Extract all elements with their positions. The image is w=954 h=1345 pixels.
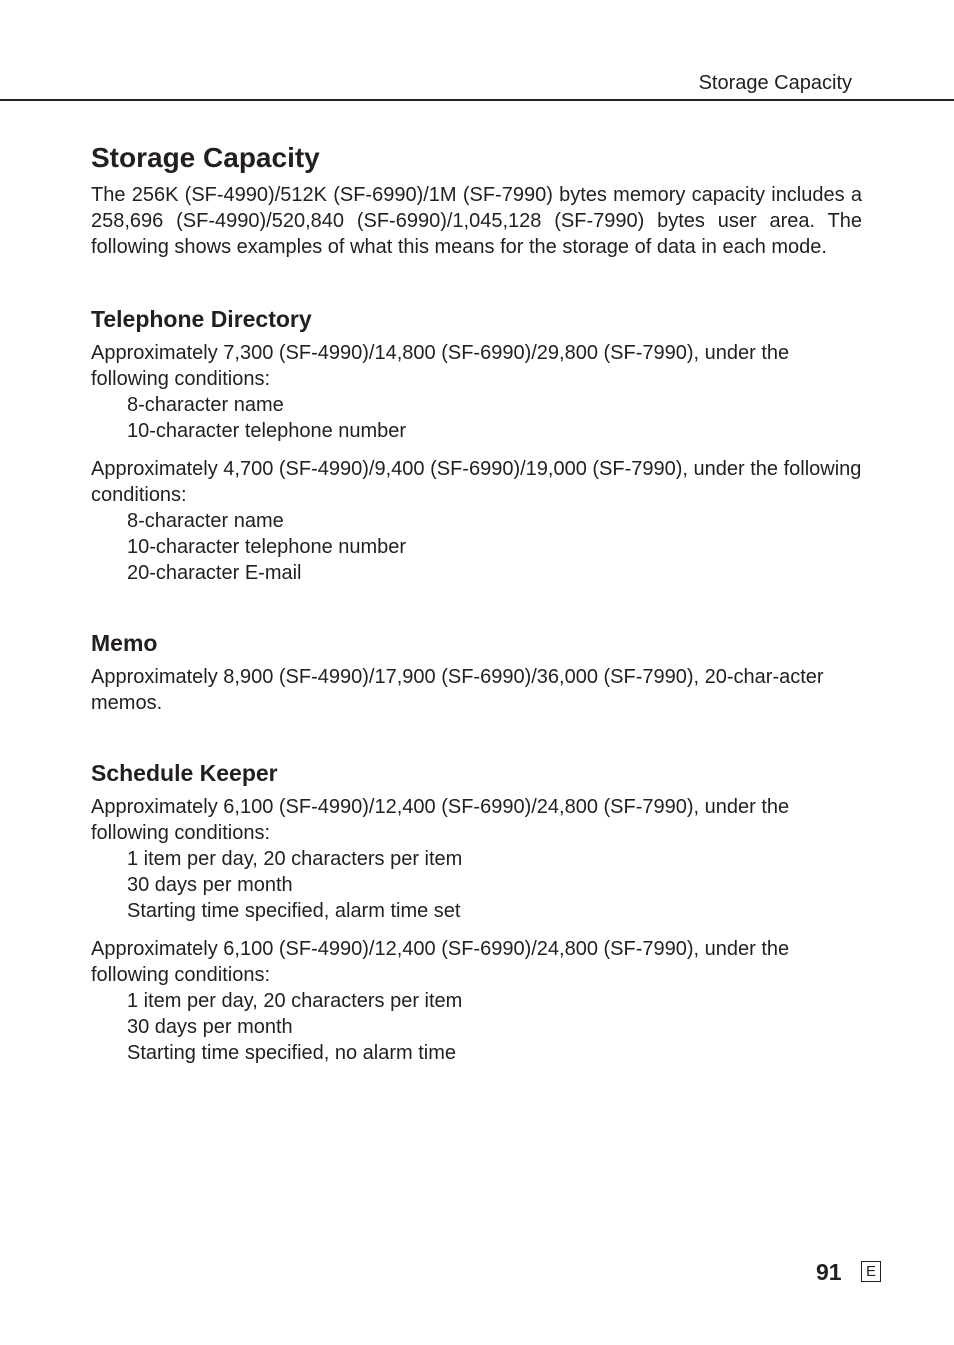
condition-item: 30 days per month (127, 1016, 293, 1038)
schedule-keeper-heading: Schedule Keeper (91, 760, 278, 786)
running-header: Storage Capacity (698, 72, 852, 94)
schedule-block-2-text: Approximately 6,100 (SF-4990)/12,400 (SF-6990)/24,800 (SF-7990), under the following conditions: (91, 938, 790, 986)
schedule-block-2-conditions (91, 988, 862, 1066)
schedule-keeper-section (91, 759, 862, 1066)
page-content (91, 140, 862, 1066)
memo-section (91, 629, 862, 716)
schedule-block-1-text: Approximately 6,100 (SF-4990)/12,400 (SF-6990)/24,800 (SF-7990), under the following conditions: (91, 796, 790, 844)
schedule-block-2 (91, 936, 862, 1066)
telephone-block-2-conditions (91, 508, 862, 586)
condition-item: 1 item per day, 20 characters per item (127, 848, 463, 870)
condition-item: 8-character name (127, 394, 284, 416)
condition-item: Starting time specified, alarm time set (127, 900, 461, 922)
telephone-block-2 (91, 456, 862, 586)
condition-item: 10-character telephone number (127, 536, 407, 558)
condition-item: 1 item per day, 20 characters per item (127, 990, 463, 1012)
language-badge: E (861, 1261, 881, 1282)
schedule-block-1-conditions (91, 846, 862, 924)
memo-text: Approximately 8,900 (SF-4990)/17,900 (SF-6990)/36,000 (SF-7990), 20-char-acter memos. (91, 666, 824, 714)
page-title: Storage Capacity (91, 142, 320, 173)
header-rule (0, 99, 954, 101)
condition-item: Starting time specified, no alarm time (127, 1042, 457, 1064)
telephone-block-2-text: Approximately 4,700 (SF-4990)/9,400 (SF-6990)/19,000 (SF-7990), under the following conditions: (91, 458, 862, 506)
condition-item: 20-character E-mail (127, 562, 302, 584)
condition-item: 10-character telephone number (127, 420, 407, 442)
telephone-directory-section (91, 305, 862, 586)
telephone-block-1-text: Approximately 7,300 (SF-4990)/14,800 (SF-6990)/29,800 (SF-7990), under the following conditions: (91, 342, 790, 390)
intro-paragraph: The 256K (SF-4990)/512K (SF-6990)/1M (SF-7990) bytes memory capacity includes a 258,696 (SF-4990)/520,840 (SF-6990)/1,045,128 (SF-7990) bytes user area. The following shows examples of what this means for the storage of data in each mode. (91, 184, 862, 258)
telephone-block-1-conditions (91, 392, 862, 444)
page-number: 91 (816, 1259, 842, 1285)
condition-item: 8-character name (127, 510, 284, 532)
telephone-directory-heading: Telephone Directory (91, 306, 312, 332)
schedule-block-1 (91, 794, 862, 924)
telephone-block-1 (91, 340, 862, 444)
memo-heading: Memo (91, 630, 158, 656)
condition-item: 30 days per month (127, 874, 293, 896)
